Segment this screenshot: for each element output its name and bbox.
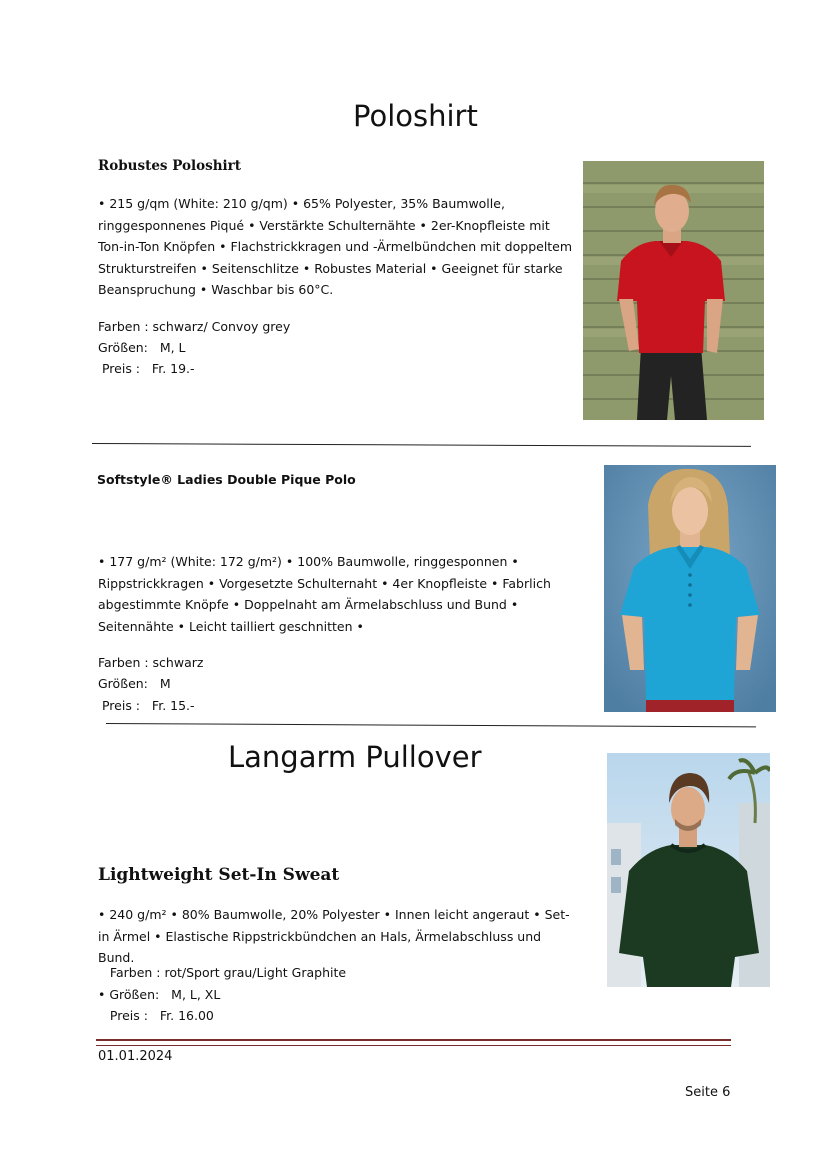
product-description: • 177 g/m² (White: 172 g/m²) • 100% Baumwolle, ringgesponnen • Rippstrickkragen • Vorgesetzte Schulternaht • 4er Knopfleiste • Fabrlich abgestimmte Knöpfe • Doppelnaht am Ärmelabschluss und Bund • Seitennähte • Leicht tailliert geschnitten • — [98, 554, 551, 634]
product-title: Robustes Poloshirt — [98, 158, 242, 174]
product-description: • 240 g/m² • 80% Baumwolle, 20% Polyester • Innen leicht angeraut • Set-in Ärmel • Elastische Rippstrickbündchen an Hals, Ärmelabschluss und Bund. — [98, 907, 570, 965]
product-colors: Farben : rot/Sport grau/Light Graphite — [98, 965, 347, 980]
footer-rule — [96, 1039, 731, 1046]
product-photo-red-polo — [583, 161, 764, 420]
product-title: Lightweight Set-In Sweat — [98, 865, 340, 885]
product-photo-green-sweat — [607, 753, 770, 987]
product-sizes: Größen: M, L — [98, 340, 186, 355]
section-heading-poloshirt: Poloshirt — [353, 99, 478, 133]
product-sizes: Größen: M — [98, 676, 171, 691]
product-colors: Farben : schwarz/ Convoy grey — [98, 319, 291, 334]
section-heading-langarm-pullover: Langarm Pullover — [228, 740, 482, 774]
product-price: Preis : Fr. 19.- — [98, 361, 195, 376]
product-title: Softstyle® Ladies Double Pique Polo — [97, 472, 356, 487]
product-description: • 215 g/qm (White: 210 g/qm) • 65% Polyester, 35% Baumwolle, ringgesponnenes Piqué • Verstärkte Schulternähte • 2er-Knopfleiste mit Ton-in-Ton Knöpfen • Flachstrickkragen und -Ärmelbündchen mit doppeltem Strukturstreifen • Seitenschlitze • Robustes Material • Geeignet für starke Beanspruchung • Waschbar bis 60°C. — [98, 196, 573, 297]
product-photo-turquoise-polo — [604, 465, 776, 712]
product-price: Preis : Fr. 16.00 — [98, 1008, 214, 1023]
divider — [106, 723, 756, 727]
product-price: Preis : Fr. 15.- — [98, 698, 195, 713]
page-number: Seite 6 — [685, 1085, 731, 1100]
divider — [92, 443, 751, 447]
product-sizes: • Größen: M, L, XL — [98, 987, 221, 1002]
footer-date: 01.01.2024 — [98, 1049, 173, 1064]
product-colors: Farben : schwarz — [98, 655, 204, 670]
